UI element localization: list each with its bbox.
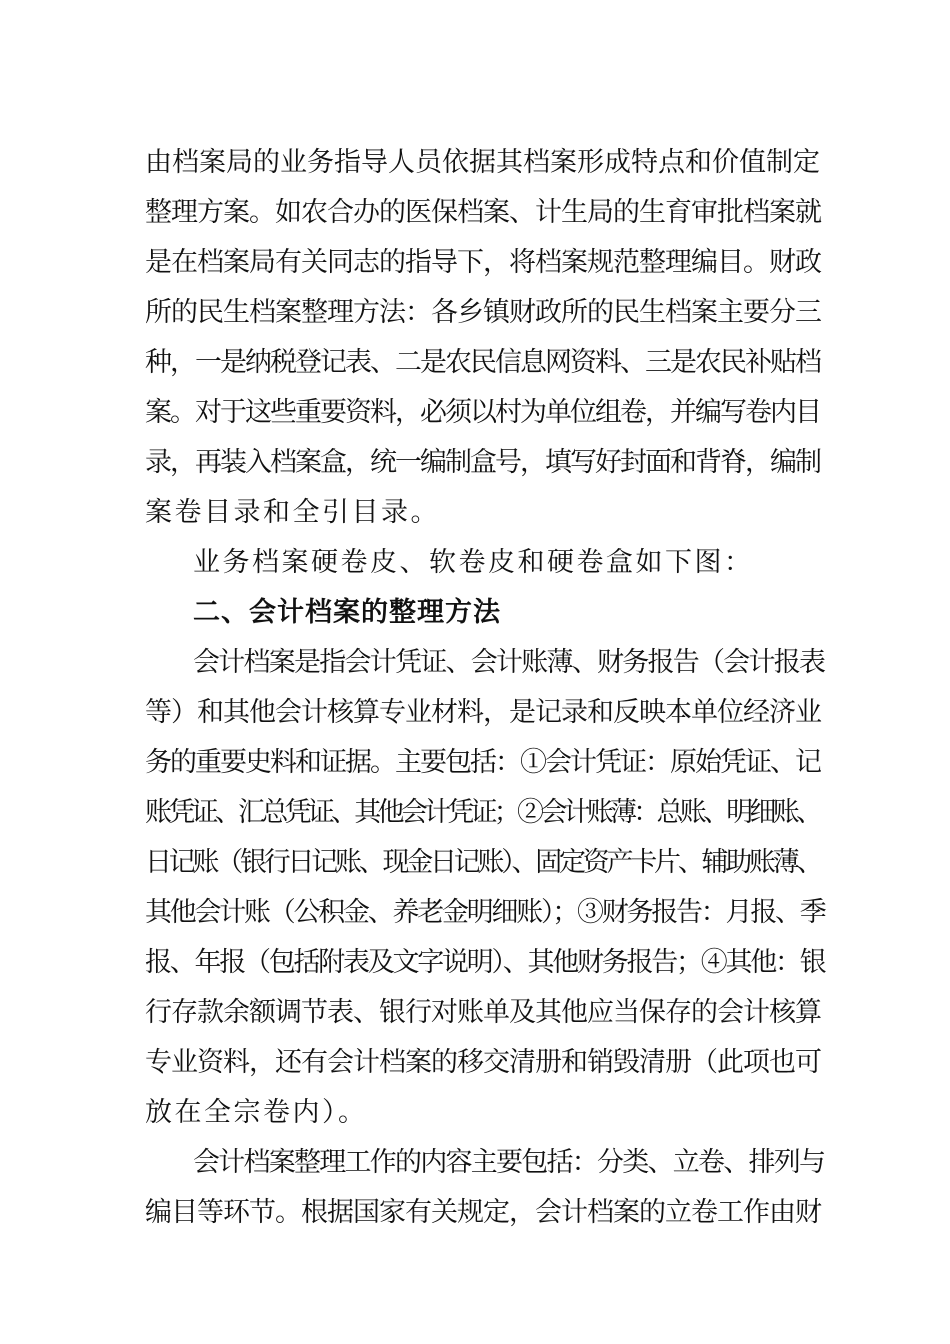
paragraph-line: 等）和其他会计核算专业材料，是记录和反映本单位经济业 (145, 697, 821, 728)
paragraph-line: 其他会计账（公积金、养老金明细账）；③财务报告：月报、季 (145, 897, 825, 928)
paragraph-line: 会计档案整理工作的内容主要包括：分类、立卷、排列与 (193, 1147, 825, 1178)
paragraph-line: 编目等环节。根据国家有关规定，会计档案的立卷工作由财 (145, 1197, 821, 1228)
paragraph-line: 是在档案局有关同志的指导下，将档案规范整理编目。财政 (145, 247, 821, 278)
paragraph-line: 案。对于这些重要资料，必须以村为单位组卷，并编写卷内目 (145, 397, 820, 428)
paragraph-line: 录，再装入档案盒，统一编制盒号，填写好封面和背脊，编制 (145, 447, 820, 478)
paragraph-line: 日记账（银行日记账、现金日记账）、固定资产卡片、辅助账薄、 (145, 847, 821, 878)
paragraph-line: 由档案局的业务指导人员依据其档案形成特点和价值制定 (145, 147, 820, 178)
paragraph-line: 账凭证、汇总凭证、其他会计凭证；②会计账薄：总账、明细账、 (145, 797, 820, 828)
paragraph-line: 所的民生档案整理方法：各乡镇财政所的民生档案主要分三 (145, 297, 821, 328)
paragraph-line: 种，一是纳税登记表、二是农民信息网资料、三是农民补贴档 (145, 347, 820, 378)
paragraph-line: 行存款余额调节表、银行对账单及其他应当保存的会计核算 (145, 997, 821, 1028)
paragraph-line: 报、年报（包括附表及文字说明）、其他财务报告；④其他：银 (145, 947, 825, 978)
section-heading: 二、会计档案的整理方法 (193, 597, 501, 628)
paragraph-line: 整理方案。如农合办的医保档案、计生局的生育审批档案就 (145, 197, 821, 228)
paragraph-line: 会计档案是指会计凭证、会计账薄、财务报告（会计报表 (193, 647, 825, 678)
figure-caption-line: 业务档案硬卷皮、软卷皮和硬卷盒如下图： (193, 547, 754, 578)
paragraph-line: 案卷目录和全引目录。 (145, 497, 440, 528)
paragraph-line: 务的重要史料和证据。主要包括：①会计凭证：原始凭证、记 (145, 747, 820, 778)
paragraph-line: 放在全宗卷内）。 (145, 1097, 368, 1128)
paragraph-line: 专业资料，还有会计档案的移交清册和销毁清册（此项也可 (145, 1047, 821, 1078)
